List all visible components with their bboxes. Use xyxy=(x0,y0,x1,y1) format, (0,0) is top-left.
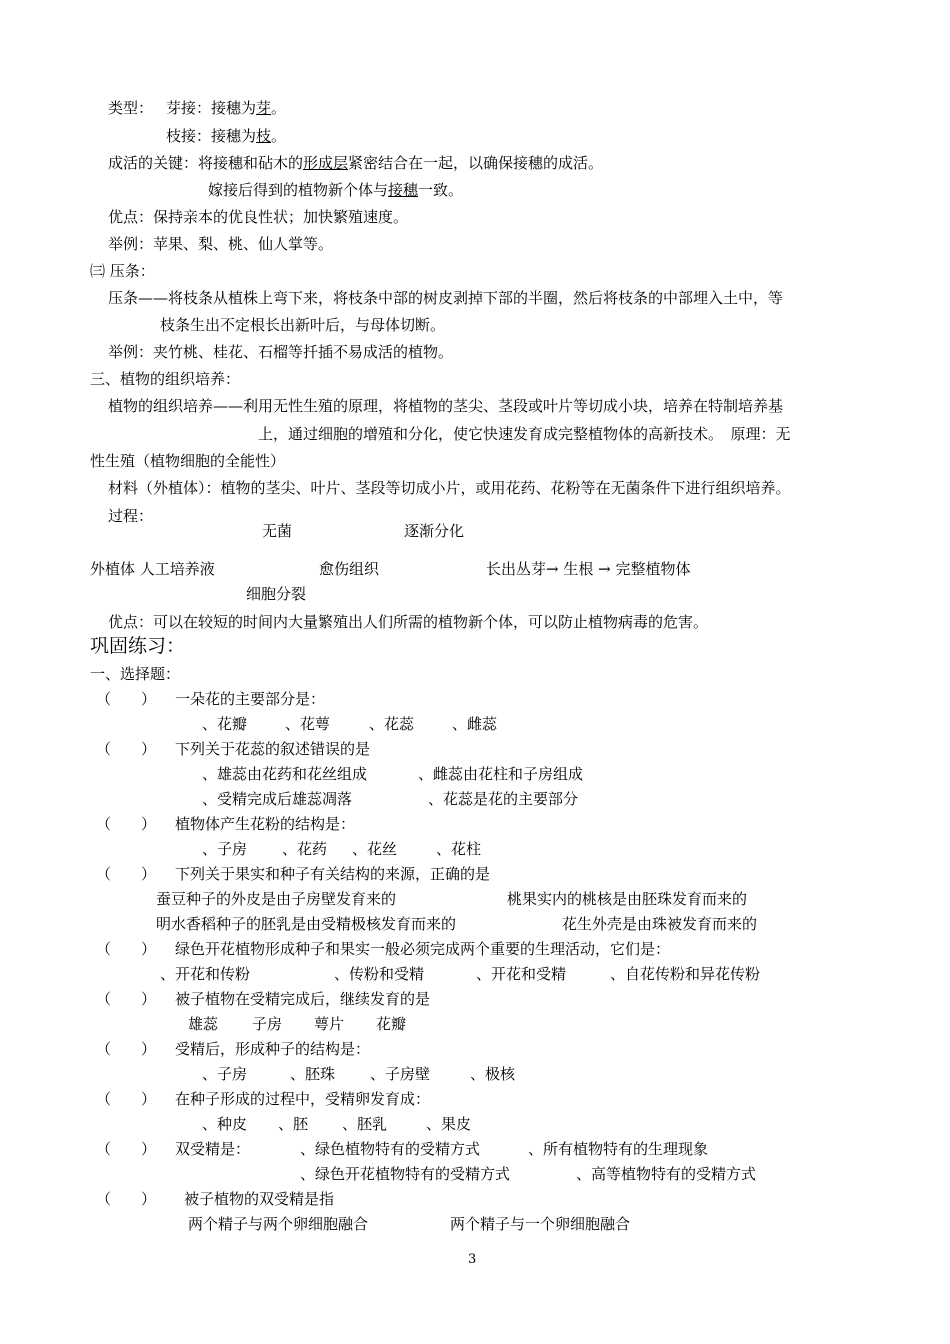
question-text: 一朵花的主要部分是： xyxy=(175,690,326,708)
option: 、所有植物特有的生理现象 xyxy=(528,1140,709,1158)
practice-section: 一、选择题： xyxy=(90,665,181,683)
option: 、极核 xyxy=(470,1065,516,1083)
question-text: 下列关于花蕊的叙述错误的是 xyxy=(175,740,371,758)
option: 、雌蕊 xyxy=(452,715,498,733)
option: 、子房壁 xyxy=(370,1065,431,1083)
option: 、花瓣 xyxy=(202,715,248,733)
option: 、花药 xyxy=(282,840,328,858)
option: 、受精完成后雄蕊凋落 xyxy=(202,790,353,808)
option: 、种皮 xyxy=(202,1115,248,1133)
option: 明水香稻种子的胚乳是由受精极核发育而来的 xyxy=(156,915,457,933)
question-text: 下列关于果实和种子有关结构的来源，正确的是 xyxy=(175,865,491,883)
option: 、雌蕊由花柱和子房组成 xyxy=(418,765,584,783)
option: 两个精子与两个卵细胞融合 xyxy=(188,1215,369,1233)
option: 花瓣 xyxy=(376,1015,407,1033)
answer-paren: （ ） xyxy=(96,990,157,1008)
layering-heading: ㈢ 压条： xyxy=(90,262,155,280)
answer-paren: （ ） xyxy=(96,940,157,958)
graft-same: 嫁接后得到的植物新个体与接穗一致。 xyxy=(208,181,464,199)
flow-cell-division: 细胞分裂 xyxy=(246,585,307,603)
option: 、胚珠 xyxy=(290,1065,336,1083)
tissue-heading: 三、植物的组织培养： xyxy=(90,370,241,388)
option: 、果皮 xyxy=(426,1115,472,1133)
answer-paren: （ ） xyxy=(96,815,157,833)
question-text: 被子植物在受精完成后，继续发育的是 xyxy=(175,990,431,1008)
answer-paren: （ ） xyxy=(96,1040,157,1058)
flow-start: 外植体 人工培养液 xyxy=(90,560,215,578)
option: 两个精子与一个卵细胞融合 xyxy=(450,1215,631,1233)
option: 、胚 xyxy=(278,1115,309,1133)
answer-paren: （ ） xyxy=(96,865,157,883)
tissue-def-2: 上，通过细胞的增殖和分化，使它快速发育成完整植物体的高新技术。 原理：无 xyxy=(258,425,791,443)
answer-paren: （ ） xyxy=(96,690,157,708)
question-text: 双受精是： xyxy=(175,1140,251,1158)
option: 、花萼 xyxy=(285,715,331,733)
option: 、雄蕊由花药和花丝组成 xyxy=(202,765,368,783)
question-text: 在种子形成的过程中，受精卵发育成： xyxy=(175,1090,431,1108)
tissue-material: 材料（外植体）：植物的茎尖、叶片、茎段等切成小片，或用花药、花粉等在无菌条件下进行组织培养。 xyxy=(108,479,791,497)
option: 、绿色植物特有的受精方式 xyxy=(300,1140,481,1158)
flow-end: 长出丛芽→ 生根 → 完整植物体 xyxy=(486,560,691,578)
layering-examples: 举例：夹竹桃、桂花、石榴等扦插不易成活的植物。 xyxy=(108,343,454,361)
flow-differentiation: 逐渐分化 xyxy=(404,522,465,540)
option: 、花柱 xyxy=(436,840,482,858)
question-text: 植物体产生花粉的结构是： xyxy=(175,815,356,833)
graft-type-label: 类型： xyxy=(108,99,154,117)
page-number: 3 xyxy=(468,1252,477,1267)
option: 、子房 xyxy=(202,840,248,858)
option: 、绿色开花植物特有的受精方式 xyxy=(300,1165,511,1183)
layering-def-2: 枝条生出不定根长出新叶后，与母体切断。 xyxy=(160,316,446,334)
option: 蚕豆种子的外皮是由子房壁发育来的 xyxy=(156,890,397,908)
option: 、子房 xyxy=(202,1065,248,1083)
answer-paren: （ ） xyxy=(96,1190,157,1208)
tissue-def-3: 性生殖（植物细胞的全能性） xyxy=(90,452,286,470)
option: 、胚乳 xyxy=(342,1115,388,1133)
option: 、花丝 xyxy=(352,840,398,858)
answer-paren: （ ） xyxy=(96,1090,157,1108)
graft-branch: 枝接：接穗为枝。 xyxy=(166,127,287,145)
option: 、花蕊 xyxy=(369,715,415,733)
option: 、花蕊是花的主要部分 xyxy=(428,790,579,808)
layering-def-1: 压条——将枝条从植株上弯下来，将枝条中部的树皮剥掉下部的半圈，然后将枝条的中部埋入土中，等 xyxy=(108,289,784,307)
option: 桃果实内的桃核是由胚珠发育而来的 xyxy=(507,890,748,908)
answer-paren: （ ） xyxy=(96,1140,157,1158)
flow-sterile: 无菌 xyxy=(262,522,293,540)
option: 、开花和传粉 xyxy=(160,965,251,983)
tissue-def-1: 植物的组织培养——利用无性生殖的原理，将植物的茎尖、茎段或叶片等切成小块，培养在特制培养基 xyxy=(108,397,784,415)
graft-advantage: 优点：保持亲本的优良性状；加快繁殖速度。 xyxy=(108,208,409,226)
option: 、传粉和受精 xyxy=(334,965,425,983)
option: 、开花和受精 xyxy=(476,965,567,983)
option: 雄蕊 xyxy=(188,1015,219,1033)
option: 花生外壳是由珠被发育而来的 xyxy=(562,915,758,933)
answer-paren: （ ） xyxy=(96,740,157,758)
option: 、自花传粉和异花传粉 xyxy=(610,965,761,983)
question-text: 绿色开花植物形成种子和果实一般必须完成两个重要的生理活动，它们是： xyxy=(175,940,671,958)
option: 、高等植物特有的受精方式 xyxy=(576,1165,757,1183)
tissue-advantage: 优点：可以在较短的时间内大量繁殖出人们所需的植物新个体，可以防止植物病毒的危害。 xyxy=(108,613,709,631)
question-text: 被子植物的双受精是指 xyxy=(184,1190,335,1208)
option: 子房 xyxy=(252,1015,283,1033)
flow-callus: 愈伤组织 xyxy=(319,560,380,578)
graft-examples: 举例：苹果、梨、桃、仙人掌等。 xyxy=(108,235,334,253)
tissue-process-label: 过程： xyxy=(108,507,154,525)
graft-bud: 芽接：接穗为芽。 xyxy=(166,99,287,117)
graft-key: 成活的关键：将接穗和砧木的形成层紧密结合在一起，以确保接穗的成活。 xyxy=(108,154,604,172)
practice-title: 巩固练习： xyxy=(90,635,186,657)
option: 萼片 xyxy=(314,1015,345,1033)
question-text: 受精后，形成种子的结构是： xyxy=(175,1040,371,1058)
